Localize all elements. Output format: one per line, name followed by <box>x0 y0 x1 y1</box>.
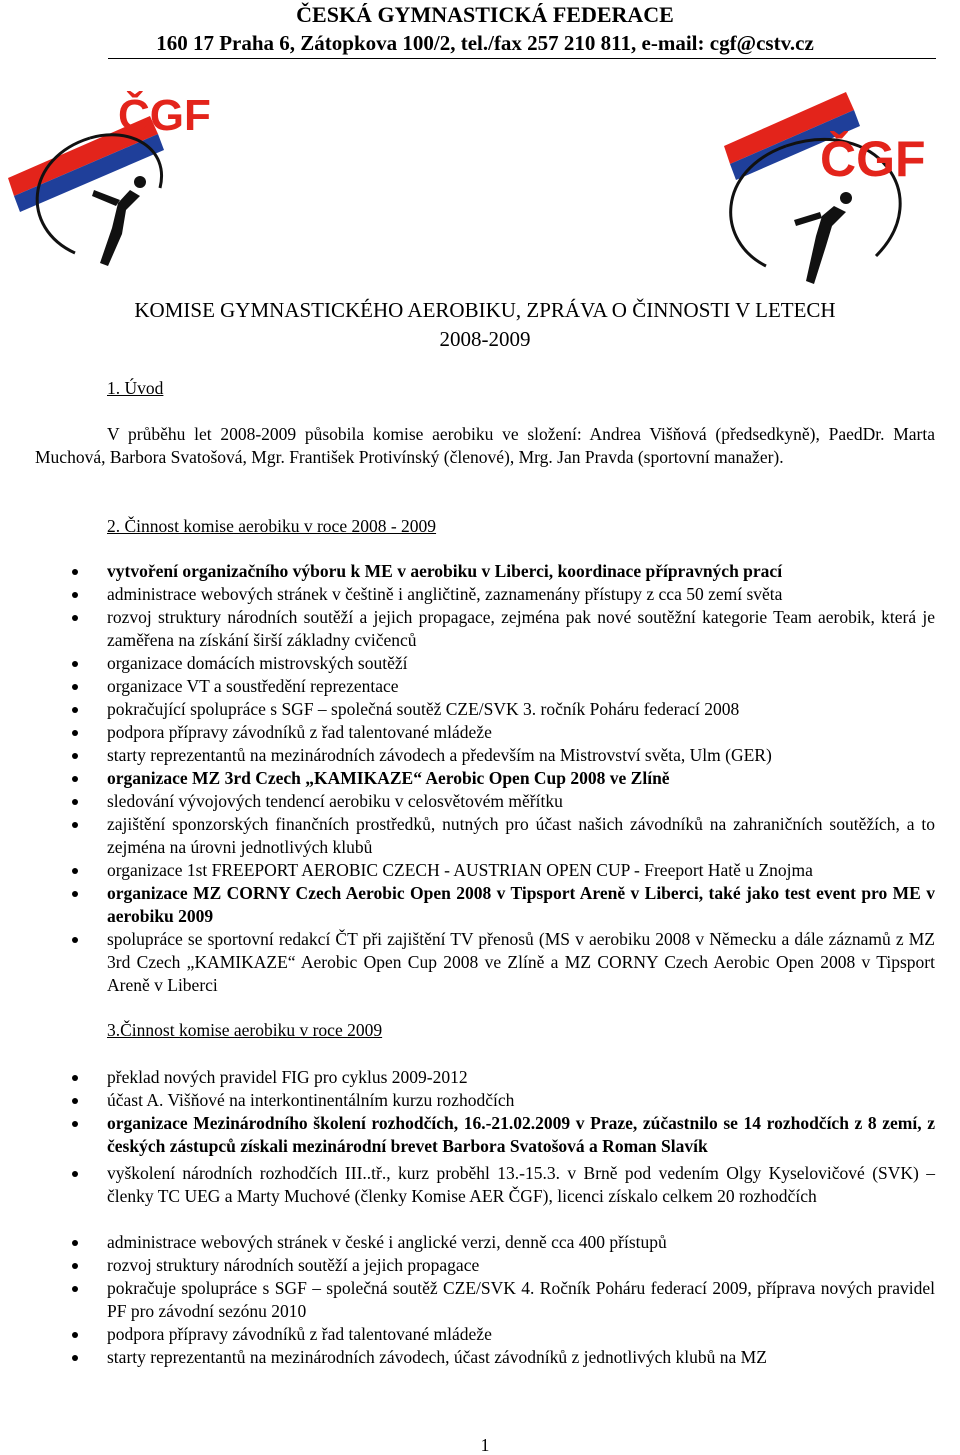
list-item: podpora přípravy závodníků z řad talentované mládeže <box>107 722 492 742</box>
bullet-icon <box>72 1171 78 1177</box>
org-name: ČESKÁ GYMNASTICKÁ FEDERACE <box>296 2 674 27</box>
list-item: pokračující spolupráce s SGF – společná soutěž CZE/SVK 3. ročník Poháru federací 2008 <box>107 699 740 719</box>
bullet-icon <box>72 868 78 874</box>
list-item: organizace MZ CORNY Czech Aerobic Open 2008 v Tipsport Areně v Liberci, také jako test event pro ME v aerobiku 2009 <box>107 883 935 926</box>
logo-left-text: ČGF <box>118 91 211 140</box>
bullet-icon <box>72 615 78 621</box>
list-item: organizace 1st FREEPORT AEROBIC CZECH - AUSTRIAN OPEN CUP - Freeport Hatě u Znojma <box>107 860 813 880</box>
list-item: vytvoření organizačního výboru k ME v aerobiku v Liberci, koordinace přípravných prací <box>107 561 783 581</box>
bullet-icon <box>72 1332 78 1338</box>
list-item: pokračuje spolupráce s SGF – společná soutěž CZE/SVK 4. Ročník Poháru federací 2009, příprava nových pravidel PF pro závodní sezónu 2010 <box>107 1278 935 1321</box>
section-3-heading: 3.Činnost komise aerobiku v roce 2009 <box>107 1020 383 1040</box>
cgf-logo-left <box>0 78 240 278</box>
bullet-icon <box>72 592 78 598</box>
header-divider <box>108 58 936 59</box>
list-item: spolupráce se sportovní redakcí ČT při zajištění TV přenosů (MS v aerobiku 2008 v Německu a dále záznamů z MZ 3rd Czech „KAMIKAZE“ Aerobic Open Cup 2008 ve Zlíně a MZ CORNY Czech Aerobic Open 2008 v Tipsport Areně v Liberci <box>107 929 935 995</box>
list-item: starty reprezentantů na mezinárodních závodech, účast závodníků z jednotlivých klubů na MZ <box>107 1347 767 1367</box>
section-1-text <box>35 423 935 469</box>
page-number: 1 <box>480 1435 490 1455</box>
bullet-icon <box>72 707 78 713</box>
bullet-icon <box>72 776 78 782</box>
logo-right-text: ČGF <box>820 131 926 187</box>
cgf-logo-left-graphic <box>0 78 240 278</box>
bullet-icon <box>72 822 78 828</box>
list-item: rozvoj struktury národních soutěží a jejich propagace <box>107 1255 480 1275</box>
bullet-icon <box>72 753 78 759</box>
list-item: účast A. Višňové na interkontinentálním kurzu rozhodčích <box>107 1090 515 1110</box>
list-item: organizace MZ 3rd Czech „KAMIKAZE“ Aerobic Open Cup 2008 ve Zlíně <box>107 768 670 788</box>
report-title-line1: KOMISE GYMNASTICKÉHO AEROBIKU, ZPRÁVA O ČINNOSTI V LETECH <box>134 298 836 322</box>
bullet-icon <box>72 569 78 575</box>
list-item: administrace webových stránek v češtině i angličtině, zaznamenány přístupy z cca 50 zemí světa <box>107 584 783 604</box>
bullet-icon <box>72 730 78 736</box>
list-item: sledování vývojových tendencí aerobiku v celosvětovém měřítku <box>107 791 563 811</box>
list-item: starty reprezentantů na mezinárodních závodech a především na Mistrovství světa, Ulm (GER) <box>107 745 772 765</box>
bullet-icon <box>72 937 78 943</box>
list-item: vyškolení národních rozhodčích III..tř., kurz proběhl 13.-15.3. v Brně pod vedením Olgy Kyselovičové (SVK) – členky TC UEG a Marty Muchové (členky Komise AER ČGF), licenci získalo celkem 20 rozhodčích <box>107 1163 935 1206</box>
bullet-icon <box>72 1240 78 1246</box>
list-item: organizace VT a soustředění reprezentace <box>107 676 399 696</box>
list-item: podpora přípravy závodníků z řad talentované mládeže <box>107 1324 492 1344</box>
bullet-icon <box>72 661 78 667</box>
bullet-icon <box>72 1355 78 1361</box>
cgf-logo-right-graphic <box>696 76 958 302</box>
cgf-logo-right <box>696 76 958 302</box>
list-item: rozvoj struktury národních soutěží a jejich propagace, zejména pak nové soutěžní kategorie Team aerobik, která je zaměřena na získání širší základny cvičenců <box>107 607 935 650</box>
bullet-icon <box>72 1075 78 1081</box>
section-1-heading: 1. Úvod <box>107 378 164 398</box>
list-item: organizace Mezinárodního školení rozhodčích, 16.-21.02.2009 v Praze, zúčastnilo se 14 rozhodčích z 8 zemí, z českých zástupců získali mezinárodní brevet Barbora Svatošová a Roman Slavík <box>107 1113 935 1156</box>
list-item: překlad nových pravidel FIG pro cyklus 2009-2012 <box>107 1067 468 1087</box>
bullet-icon <box>72 799 78 805</box>
list-item: administrace webových stránek v české i anglické verzi, denně cca 400 přístupů <box>107 1232 667 1252</box>
section-2-heading: 2. Činnost komise aerobiku v roce 2008 - 2009 <box>107 516 437 536</box>
section-1-text-content: V průběhu let 2008-2009 působila komise aerobiku ve složení: Andrea Višňová (předsedkyně), PaedDr. Marta Muchová, Barbora Svatošová, Mgr. František Protivínský (členové), Mrg. Jan Pravda (sportovní manažer). <box>35 424 935 467</box>
bullet-icon <box>72 1121 78 1127</box>
list-item: organizace domácích mistrovských soutěží <box>107 653 408 673</box>
bullet-icon <box>72 1263 78 1269</box>
report-title-line2: 2008-2009 <box>439 327 531 351</box>
bullet-icon <box>72 1098 78 1104</box>
bullet-icon <box>72 684 78 690</box>
bullet-icon <box>72 891 78 897</box>
bullet-icon <box>72 1286 78 1292</box>
list-item: zajištění sponzorských finančních prostředků, nutných pro účast našich závodníků na zahraničních soutěžích, a to zejména na úrovni jednotlivých klubů <box>107 814 935 857</box>
org-address: 160 17 Praha 6, Zátopkova 100/2, tel./fax 257 210 811, e-mail: cgf@cstv.cz <box>156 31 814 55</box>
